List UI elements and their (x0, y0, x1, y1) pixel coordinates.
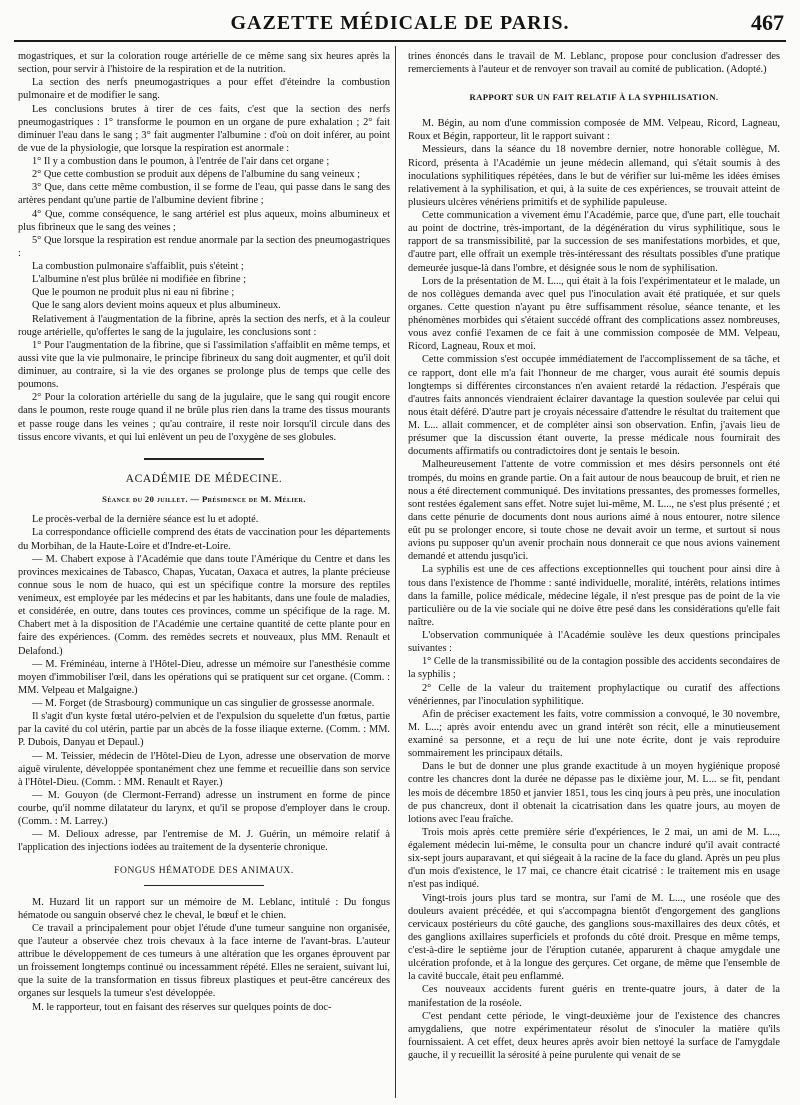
list-item: 5° Que lorsque la respiration est rendue anormale par la section des pneumogastriques : (18, 234, 390, 259)
paragraph: — M. Chabert expose à l'Académie que dans toute l'Amérique du Centre et dans les provinces mexicaines de Tabasco, Chapas, Yucatan, Oaxaca et autres, la plante précieuse connue sous le nom de huaco, qui est un spécifique contre la morsure des reptiles venimeux, est employée par les médecins et par les habitants, dans une foule de maladies, et considérée, en outre, dans toutes ces provinces, comme un spécifique de la rage. M. Chabert met à la disposition de l'Académie une certaine quantité de cette plante pour en faire des expériences. (Comm. des remèdes secrets et nouveaux, plus MM. Renault et Delafond.) (18, 553, 390, 657)
masthead (14, 10, 786, 42)
paragraph: Ce travail a principalement pour objet l'étude d'une tumeur sanguine non organisée, que l'auteur a observée chez trois chevaux à la face interne de l'avant-bras. L'auteur attribue le développement de ces tumeurs à une altération que les organes éprouvent par un froissement longtemps continué ou incessamment répété. Elles ne seraient, suivant lui, que la suite de la transformation en tissus fibreux plastiques et peut-être cancéreux des organes sur lesquels la tumeur s'est développée. (18, 922, 390, 1000)
paragraph: M. le rapporteur, tout en faisant des réserves sur quelques points de doc- (32, 1001, 332, 1013)
paragraph: — M. Gouyon (de Clermont-Ferrand) adresse un instrument en forme de pince courbe, qu'il nomme dilatateur du larynx, et qu'il se propose d'employer dans le croup. (Comm. : M. Larrey.) (18, 789, 390, 828)
paragraph: Relativement à l'augmentation de la fibrine, après la section des nerfs, et à la couleur rouge artérielle, qu'offertes le sang de la jugulaire, les conclusions sont : (18, 313, 390, 338)
paragraph: Messieurs, dans la séance du 18 novembre dernier, notre honorable collègue, M. Ricord, présenta à l'Académie un jeune médecin allemand, qui s'était soumis à des inoculations syphilitiques répétées, dans le but de vérifier sur lui-même les idées émises relativement à la syphilisation, et qui, à la suite de ces expériences, se trouvait atteint de plusieurs ulcères vénériens primitifs et de syphilide papuleuse. (408, 144, 780, 208)
paragraph: L'observation communiquée à l'Académie soulève les deux questions principales suivantes : (408, 630, 780, 655)
paragraph: Lors de la présentation de M. L..., qui était à la fois l'expérimentateur et le malade, un de nos collègues demanda avec quel pus l'inoculation avait été pratiquée, et sur quels organes. Cette question n'ayant pu être suffisamment résolue, séance tenante, et les phénomènes morbides qui s'étaient succédé offrant des complications assez nombreuses, vous avez confié l'examen de ce fait à une commission composée de MM. Velpeau, Ricord, Lagneau, Roux et moi. (408, 275, 780, 353)
paragraph: M. Huzard lit un rapport sur un mémoire de M. Leblanc, intitulé : Du fongus hématode ou sanguin observé chez le cheval, le bœuf et le chien. (18, 896, 390, 921)
subsection-separator (144, 885, 264, 886)
session-heading: Séance du 20 juillet. — Présidence de M. Mélier. (102, 494, 306, 505)
column-divider (395, 46, 396, 1098)
paragraph: mogastriques, et sur la coloration rouge artérielle de ce même sang six heures après la section, pour servir à l'histoire de la respiration et de la nutrition. (18, 51, 390, 76)
list-item: Que le poumon ne produit plus ni eau ni fibrine ; (32, 287, 235, 299)
section-title: ACADÉMIE DE MÉDECINE. (125, 472, 283, 485)
paragraph: Ces nouveaux accidents furent guéris en trente-quatre jours, à dater de la manifestation de la roséole. (408, 984, 780, 1009)
journal-title: GAZETTE MÉDICALE DE PARIS. (230, 12, 570, 34)
paragraph: Le procès-verbal de la dernière séance est lu et adopté. (32, 514, 259, 526)
subsection-title: FONGUS HÉMATODE DES ANIMAUX. (114, 865, 294, 876)
paragraph: 2° Pour la coloration artérielle du sang de la jugulaire, que le sang qui rougit encore dans le poumon, reste rouge quand il ne brûle plus rien dans la trame des tissus mourants et passe rouge dans les veines ; qu'au contraire, il reste noir lorsqu'il circule dans des tissus encore vivants, et qui lui enlèvent un peu de l'oxygène de ses globules. (18, 392, 390, 443)
list-item: Que le sang alors devient moins aqueux et plus albumineux. (32, 300, 281, 312)
list-item: 3° Que, dans cette même combustion, il se forme de l'eau, qui passe dans le sang des artères pendant qu'une partie de l'albumine devient fibrine ; (18, 182, 390, 207)
list-item: 1° Il y a combustion dans le poumon, à l'entrée de l'air dans cet organe ; (32, 156, 330, 167)
paragraph: trines énoncés dans le travail de M. Leblanc, propose pour conclusion d'adresser des remerciements à l'auteur et de renvoyer son travail au comité de publication. (Adopté.) (408, 51, 780, 76)
paragraph: — M. Delioux adresse, par l'entremise de M. J. Guérin, un mémoire relatif à l'application des injections iodées au traitement de la dysenterie chronique. (18, 829, 390, 854)
paragraph: C'est pendant cette période, le vingt-deuxième jour de l'existence des chancres amygdaliens, que notre expérimentateur résolut de s'inoculer la matière qu'ils fournissaient. A cet effet, deux heures après avoir bien nettoyé la surface de l'amygdale gauche, il y recueillit la sérosité à peine purulente qui venait de se (408, 1010, 780, 1062)
list-item: La combustion pulmonaire s'affaiblit, puis s'éteint ; (32, 261, 244, 272)
paragraph: Trois mois après cette première série d'expériences, le 2 mai, un ami de M. L..., également médecin lui-même, le consulta pour un chancre induré qu'il avait contracté six-sept jours auparavant, et qui siégeait à la racine de la face du gland. Après un peu plus d'un mois d'existence, le 17 mai, ce chancre était cicatrisé : le traitement mis en usage n'est pas indiqué. (408, 826, 780, 891)
paragraph: — M. Forget (de Strasbourg) communique un cas singulier de grossesse anormale. (32, 698, 375, 709)
paragraph: M. Bégin, au nom d'une commission composée de MM. Velpeau, Ricord, Lagneau, Roux et Bégin, rapporteur, lit le rapport suivant : (408, 118, 780, 143)
left-column (18, 50, 390, 1095)
list-item: 1° Celle de la transmissibilité ou de la contagion possible des accidents secondaires de la syphilis ; (408, 656, 780, 681)
paragraph: La syphilis est une de ces affections exceptionnelles qui touchent pour ainsi dire à tous dans l'existence de l'homme : santé individuelle, moralité, intérêts, relations intimes dans la famille, police médicale, médecine légale, il n'est presque pas de point de la vie particulière ou de la vie sociale qui ne doive être pesé dans les considérations qu'elle fait naître. (408, 564, 780, 628)
section-separator (144, 458, 264, 460)
paragraph: Vingt-trois jours plus tard se montra, sur l'ami de M. L..., une roséole que des douleurs avaient précédée, et qui s'accompagna bientôt d'engorgement des ganglions cervicaux postérieurs du côté gauche, des ganglions sous-maxillaires des deux côtés, et des ganglions axillaires superficiels et profonds du côté droit. Presque en même temps, c'est-à-dire le septième jour de l'éruption cutanée, apparurent à chaque amygdale une ulcération profonde, et à la longue des gerçures. Cet organe, de même que l'ensemble de la cavité buccale, était peu enflammé. (408, 892, 780, 983)
list-item: 4° Que, comme conséquence, le sang artériel est plus aqueux, moins albumineux et plus fibrineux que le sang des veines ; (18, 208, 390, 233)
right-column (408, 50, 780, 1095)
paragraph: Afin de préciser exactement les faits, votre commission a convoqué, le 30 novembre, M. L...; après avoir entendu avec un grand intérêt son récit, elle a minutieusement examiné sa personne, et a reçu de lui une note écrite, dont je vais reproduire sommairement les principaux détails. (408, 708, 780, 760)
paragraph: Cette communication a vivement ému l'Académie, parce que, d'une part, elle touchait au point de doctrine, très-important, de la dégénération du virus syphilitique, sous le rapport de sa transmissibilité, par la succession de ses manifestations morbides, et que, d'autre part, elle offrait un exemple très-intéressant des résultats possibles d'une pratique demeurée jusque-là dans l'ombre, et désignée sous le nom de syphilisation. (408, 210, 780, 274)
paragraph: Cette commission s'est occupée immédiatement de l'accomplissement de sa tâche, et ce rapport, dont elle m'a fait l'honneur de me charger, vous aurait été soumis depuis longtemps si différentes circonstances n'en avaient retardé la rédaction. J'espérais que d'autres faits annoncés viendraient éclairer davantage la question soulevée par celui qui nous était déféré. D'autre part je croyais nécessaire d'attendre le résultat du traitement que M. L... allait commencer, et de compléter ainsi son observation. Enfin, j'avais lieu de présumer que la discussion étant ouverte, la presse médicale nous fournirait des documents affirmatifs ou contradictoires dont je sentais le besoin. (408, 354, 780, 458)
list-item: L'albumine n'est plus brûlée ni modifiée en fibrine ; (32, 274, 246, 286)
paragraph: Les conclusions brutes à tirer de ces faits, c'est que la section des nerfs pneumogastriques : 1° transforme le poumon en un organe de pure exhalation ; 2° fait diminuer l'eau dans le sang ; 3° fait augmenter l'albumine : d'où on doit inférer, au point de vue de la physiologie, que lorsque la respiration est anormale : (18, 103, 390, 154)
paragraph: La section des nerfs pneumogastriques a pour effet d'éteindre la combustion pulmonaire et de modifier le sang. (18, 77, 390, 102)
paragraph: — M. Teissier, médecin de l'Hôtel-Dieu de Lyon, adresse une observation de morve aiguë virulente, développée spontanément chez une femme et recueillie dans son service à l'Hôtel-Dieu. (Comm. : MM. Renault et Rayer.) (18, 750, 390, 788)
paragraph: Il s'agit d'un kyste fœtal utéro-pelvien et de l'expulsion du squelette d'un fœtus, partie par la cavité du col utérin, partie par un abcès de la fosse iliaque externe. (Comm. : MM. P. Dubois, Danyau et Depaul.) (18, 711, 390, 749)
list-item: 2° Que cette combustion se produit aux dépens de l'albumine du sang veineux ; (32, 169, 361, 181)
paragraph: 1° Pour l'augmentation de la fibrine, que si l'assimilation s'affaiblit en même temps, et aussi vite que la vie pulmonaire, le principe fibrineux du sang doit augmenter, et qu'il doit diminuer, au contraire, si la vie des organes se prolonge plus de temps que celle des poumons. (18, 339, 390, 391)
list-item: 2° Celle de la valeur du traitement prophylactique ou curatif des affections vénériennes, par l'inoculation syphilitique. (408, 682, 780, 707)
paragraph: Malheureusement l'attente de votre commission et mes désirs personnels ont été trompés, du moins en grande partie. On a fait autour de nous beaucoup de bruit, et rien ne nous a été directement communiqué. Des invitations pressantes, des promesses formelles, sont restées également sans effet. Notre sujet lui-même, M. L..., ne s'est plus présenté ; et dans cette pénurie de documents dont nous aurions aimé à nous entourer, notre silence eût pu se prolonger encore, si toute chose ne devait avoir un terme, et surtout si nous avions pu supposer qu'un avenir prochain nous donnerait ce que nous avions vainement demandé et attendu jusqu'ici. (408, 459, 780, 563)
report-title: RAPPORT SUR UN FAIT RELATIF À LA SYPHILISATION. (469, 92, 719, 103)
paragraph: — M. Fréminéau, interne à l'Hôtel-Dieu, adresse un mémoire sur l'anesthésie comme moyen d'immobiliser l'œil, dans les opérations qui se pratiquent sur cet organe. (Comm. : MM. Velpeau et Malgaigne.) (18, 658, 390, 696)
paragraph: Dans le but de donner une plus grande exactitude à un moyen hygiénique proposé contre les chancres dont la durée ne dépasse pas le dixième jour, M. L... se fit, pendant les mois de décembre 1850 et janvier 1851, tous les cinq jours à peu près, une inoculation de pus chancreux, dont il obtenait la cicatrisation dans les quatre jours, au moyen de lotions avec l'eau fraîche. (408, 761, 780, 825)
page-number: 467 (751, 10, 784, 35)
paragraph: La correspondance officielle comprend des états de vaccination pour les départements du Morbihan, de la Haute-Loire et d'Indre-et-Loire. (18, 527, 390, 552)
